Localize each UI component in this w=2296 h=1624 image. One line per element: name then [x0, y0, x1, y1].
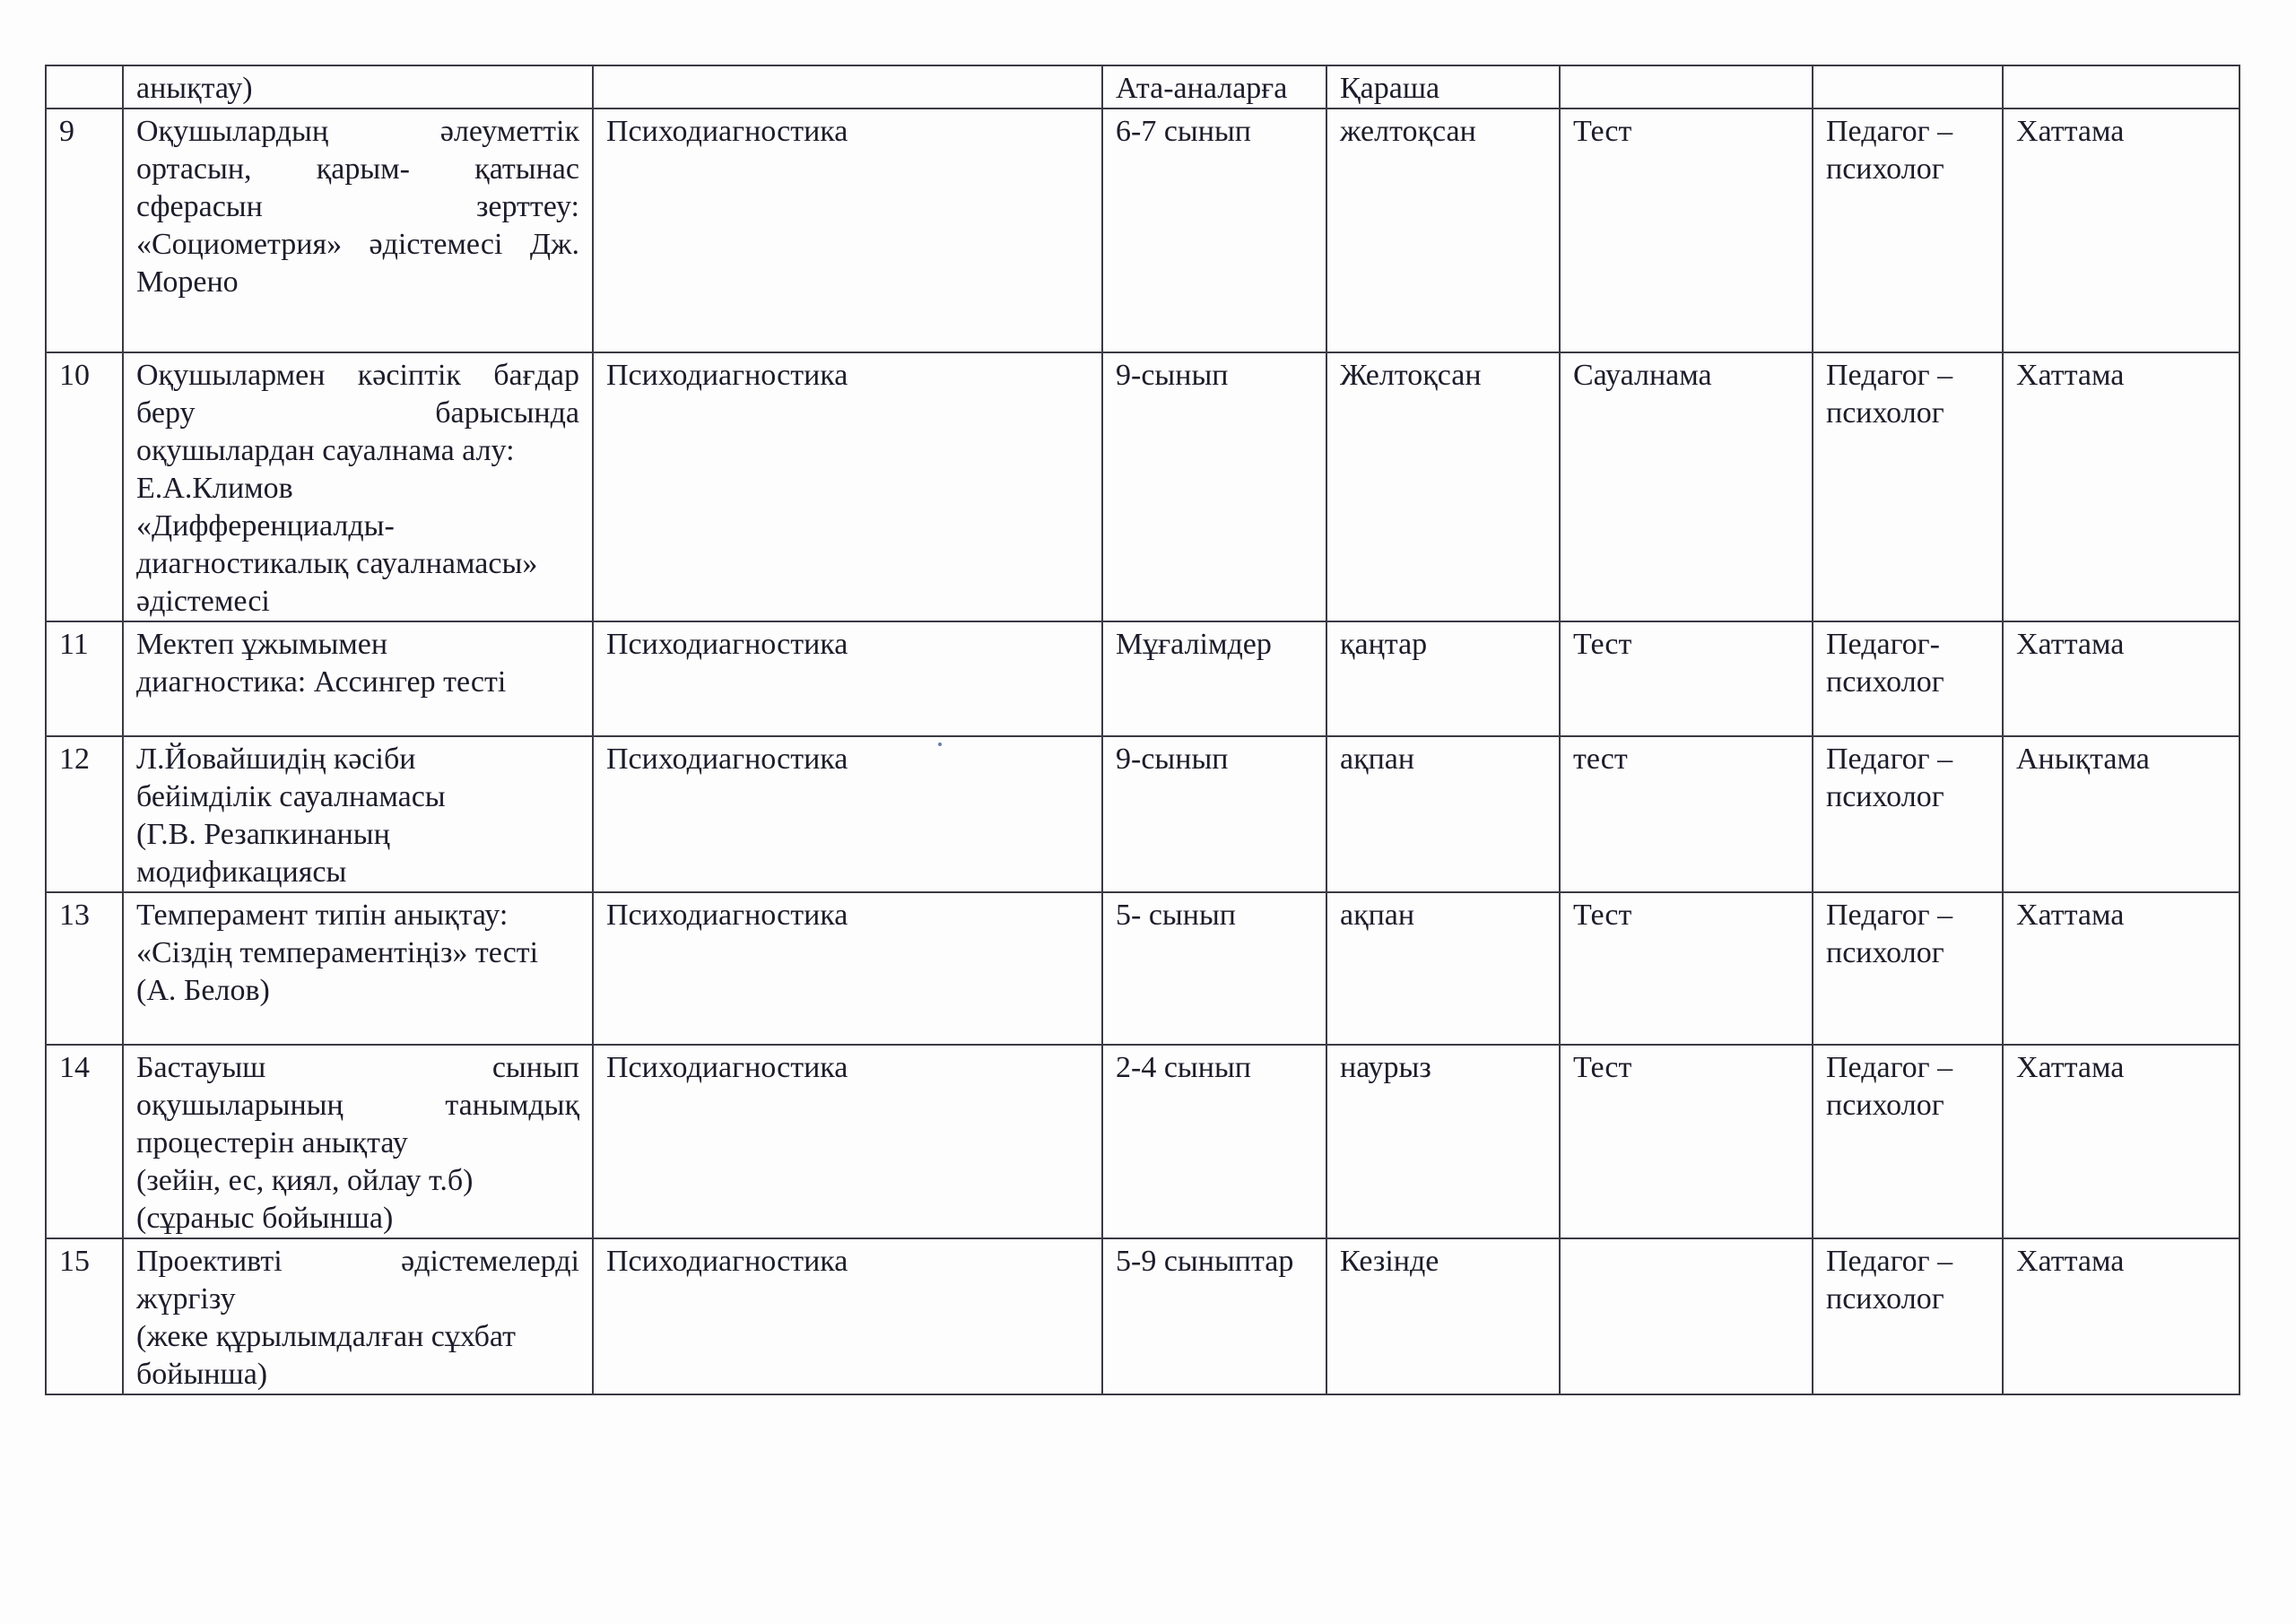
- topic-line: Оқушылармен кәсіптік бағдар: [136, 359, 579, 392]
- row-topic: [123, 109, 593, 352]
- table-row: [46, 1045, 2239, 1238]
- row-target: Мұғалімдер: [1102, 621, 1326, 736]
- row-topic: [123, 892, 593, 1045]
- table-row: [46, 109, 2239, 352]
- row-form: Психодиагностика: [593, 621, 1102, 736]
- responsible-line: психолог: [1826, 665, 1944, 699]
- topic-line: бойынша): [136, 1358, 268, 1391]
- topic-line: Темперамент типін анықтау:: [136, 899, 509, 932]
- row-result: [2003, 65, 2239, 109]
- row-date: қаңтар: [1326, 621, 1560, 736]
- topic-line: Е.А.Климов: [136, 472, 293, 505]
- row-form: Психодиагностика: [593, 736, 1102, 892]
- row-date: желтоқсан: [1326, 109, 1560, 352]
- topic-line: әдістемесі: [136, 585, 270, 618]
- responsible-line: психолог: [1826, 152, 1944, 186]
- row-number: 10: [46, 352, 123, 621]
- row-topic: [123, 1238, 593, 1394]
- row-target: 2-4 сынып: [1102, 1045, 1326, 1238]
- row-date: ақпан: [1326, 892, 1560, 1045]
- responsible-line: Педагог –: [1826, 899, 1953, 932]
- topic-line: Мектеп ұжымымен: [136, 628, 388, 661]
- topic-line: жүргізу: [136, 1282, 236, 1316]
- row-method: [1560, 1238, 1813, 1394]
- row-date: Желтоқсан: [1326, 352, 1560, 621]
- row-responsible: [1813, 736, 2003, 892]
- row-date: Қараша: [1326, 65, 1560, 109]
- row-result: Хаттама: [2003, 352, 2239, 621]
- topic-line: «Сіздің темпераментіңіз» тесті: [136, 936, 539, 969]
- topic-line: процестерін анықтау: [136, 1126, 408, 1159]
- row-result: Хаттама: [2003, 1238, 2239, 1394]
- topic-line: диагностикалық сауалнамасы»: [136, 547, 538, 580]
- responsible-line: психолог: [1826, 396, 1944, 430]
- topic-line: (Г.В. Резапкинаның: [136, 818, 390, 851]
- responsible-line: психолог: [1826, 780, 1944, 813]
- row-target: 9-сынып: [1102, 736, 1326, 892]
- topic-line: Оқушылардың әлеуметтік: [136, 115, 579, 148]
- topic-line: (сұраныс бойынша): [136, 1202, 394, 1235]
- row-form: Психодиагностика: [593, 352, 1102, 621]
- row-responsible: [1813, 892, 2003, 1045]
- row-responsible: [1813, 352, 2003, 621]
- topic-line: сферасын зерттеу:: [136, 190, 579, 223]
- row-result: Хаттама: [2003, 621, 2239, 736]
- row-number: 15: [46, 1238, 123, 1394]
- row-method: тест: [1560, 736, 1813, 892]
- responsible-line: Педагог –: [1826, 359, 1953, 392]
- row-method: Сауалнама: [1560, 352, 1813, 621]
- responsible-line: Педагог –: [1826, 1051, 1953, 1084]
- row-method: Тест: [1560, 621, 1813, 736]
- row-method: [1560, 65, 1813, 109]
- row-responsible: [1813, 65, 2003, 109]
- row-number: 13: [46, 892, 123, 1045]
- responsible-line: психолог: [1826, 936, 1944, 969]
- topic-line: оқушылардан сауалнама алу:: [136, 434, 515, 467]
- row-form: Психодиагностика: [593, 892, 1102, 1045]
- row-target: 5- сынып: [1102, 892, 1326, 1045]
- table-row: [46, 1238, 2239, 1394]
- scan-speck: [938, 743, 942, 746]
- topic-line: (зейін, ес, қиял, ойлау т.б): [136, 1164, 474, 1197]
- responsible-line: Педагог –: [1826, 115, 1953, 148]
- row-number: [46, 65, 123, 109]
- table-row: [46, 65, 2239, 109]
- row-result: Хаттама: [2003, 892, 2239, 1045]
- topic-line: беру барысында: [136, 396, 579, 430]
- row-responsible: [1813, 1238, 2003, 1394]
- table-row: [46, 736, 2239, 892]
- row-topic: [123, 621, 593, 736]
- table-row: [46, 892, 2239, 1045]
- row-topic: [123, 1045, 593, 1238]
- row-responsible: [1813, 1045, 2003, 1238]
- row-target: 6-7 сынып: [1102, 109, 1326, 352]
- row-topic: анықтау): [123, 65, 593, 109]
- row-target: Ата-аналарға: [1102, 65, 1326, 109]
- responsible-line: Педагог –: [1826, 743, 1953, 776]
- topic-line: модификациясы: [136, 855, 347, 889]
- row-number: 12: [46, 736, 123, 892]
- topic-line: Бастауыш сынып: [136, 1051, 579, 1084]
- row-topic: [123, 352, 593, 621]
- topic-line: бейімділік сауалнамасы: [136, 780, 446, 813]
- work-plan-table: [45, 65, 2240, 1395]
- topic-line: Л.Йовайшидің кәсіби: [136, 743, 416, 776]
- row-target: 5-9 сыныптар: [1102, 1238, 1326, 1394]
- row-form: Психодиагностика: [593, 1238, 1102, 1394]
- row-date: ақпан: [1326, 736, 1560, 892]
- row-date: наурыз: [1326, 1045, 1560, 1238]
- row-number: 11: [46, 621, 123, 736]
- topic-line: «Дифференциалды-: [136, 509, 395, 543]
- row-number: 9: [46, 109, 123, 352]
- topic-line: ортасын, қарым- қатынас: [136, 152, 579, 186]
- topic-line: (А. Белов): [136, 974, 270, 1007]
- table-row: [46, 621, 2239, 736]
- row-result: Анықтама: [2003, 736, 2239, 892]
- topic-line: Проективті әдістемелерді: [136, 1245, 579, 1278]
- topic-line: «Социометрия» әдістемесі Дж.: [136, 228, 579, 261]
- responsible-line: психолог: [1826, 1089, 1944, 1122]
- row-date: Кезінде: [1326, 1238, 1560, 1394]
- topic-line: оқушыларының танымдық: [136, 1089, 579, 1122]
- row-method: Тест: [1560, 892, 1813, 1045]
- topic-line: (жеке құрылымдалған сұхбат: [136, 1320, 516, 1353]
- table-row: [46, 352, 2239, 621]
- topic-line: Морено: [136, 265, 239, 299]
- row-topic: [123, 736, 593, 892]
- responsible-line: Педагог-: [1826, 628, 1940, 661]
- row-result: Хаттама: [2003, 1045, 2239, 1238]
- row-target: 9-сынып: [1102, 352, 1326, 621]
- row-method: Тест: [1560, 1045, 1813, 1238]
- row-responsible: [1813, 109, 2003, 352]
- topic-line: диагностика: Ассингер тесті: [136, 665, 507, 699]
- row-form: Психодиагностика: [593, 109, 1102, 352]
- row-responsible: [1813, 621, 2003, 736]
- row-form: [593, 65, 1102, 109]
- row-method: Тест: [1560, 109, 1813, 352]
- responsible-line: Педагог –: [1826, 1245, 1953, 1278]
- responsible-line: психолог: [1826, 1282, 1944, 1316]
- row-result: Хаттама: [2003, 109, 2239, 352]
- row-form: Психодиагностика: [593, 1045, 1102, 1238]
- row-number: 14: [46, 1045, 123, 1238]
